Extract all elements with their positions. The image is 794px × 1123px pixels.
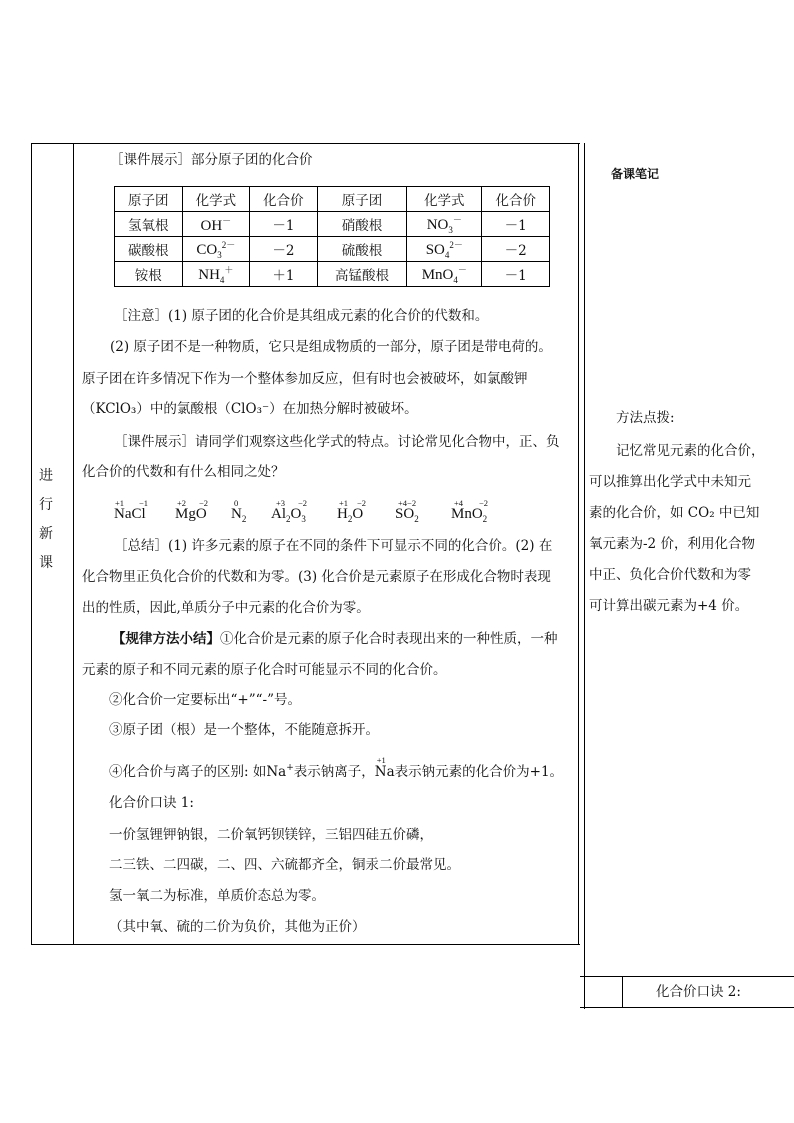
display-prompt: 化合价的代数和有什么相同之处？ (82, 464, 285, 480)
table-header-cell: 化合价 (482, 187, 550, 212)
formula-charge: 2－ (449, 240, 463, 250)
table-header-cell: 化学式 (407, 187, 482, 212)
formula-subscript: 2 (347, 514, 353, 524)
valence-symbol (374, 755, 395, 780)
formula-text: Al (271, 506, 286, 522)
formula-text: O (352, 506, 364, 522)
formula-subscript: 4 (219, 275, 225, 285)
valence-mark: +4 (454, 498, 464, 508)
mnemonic-line: 氢一氧二为标准，单质价态总为零。 (109, 888, 325, 904)
formula-charge: － (222, 215, 232, 226)
section-label-char: 行 (39, 497, 53, 513)
table-left-border (31, 143, 32, 945)
formula-subscript: 2 (241, 514, 247, 524)
section-label-char: 课 (39, 555, 53, 571)
group-valence: －1 (482, 212, 550, 237)
note-line: (2) 原子团不是一种物质，它只是组成物质的一部分，原子团是带电荷的。 (110, 339, 552, 355)
formula-base: SO (425, 242, 445, 258)
valence-mark: +1 (376, 755, 386, 765)
formula-charge: 2－ (221, 240, 236, 250)
group-name: 硫酸根 (317, 237, 407, 262)
section-label (39, 465, 53, 581)
rule-line: ②化合价一定要标出“+”“-”号。 (109, 692, 301, 708)
table-row (115, 262, 550, 287)
group-formula (407, 212, 482, 237)
formula-base: MnO (421, 267, 454, 283)
formula-mgo (175, 498, 209, 523)
rule-title: 【规律方法小结】 (112, 631, 220, 647)
group-valence: －2 (482, 237, 550, 262)
note-line: 原子团在许多情况下作为一个整体参加反应，但有时也会被破坏，如氯酸钾 (82, 371, 528, 387)
group-valence: －1 (250, 212, 318, 237)
side-heading: 备课笔记 (611, 167, 660, 181)
valence-mark: −2 (298, 498, 308, 508)
formula-base: NO (426, 217, 449, 233)
section-label-char: 新 (39, 526, 53, 542)
formula-subscript: 3 (217, 250, 222, 260)
group-formula (407, 237, 482, 262)
table-header-cell: 原子团 (317, 187, 407, 212)
mnemonic-line: 一价氢锂钾钠银，二价氧钙钡镁锌，三铝四硅五价磷， (109, 827, 433, 843)
formula-so2 (395, 498, 419, 524)
group-valence: －1 (482, 262, 550, 287)
mnemonic2-title: 化合价口诀 2: (656, 984, 741, 1000)
group-formula (182, 237, 250, 262)
valence-mark: −2 (479, 498, 489, 508)
rule-text: 表示钠元素的化合价为+1。 (394, 764, 564, 780)
formula-base: OH (200, 217, 223, 234)
formula-subscript: 4 (453, 275, 458, 285)
formula-text: SO (395, 506, 415, 522)
side-box-divider (622, 976, 623, 1008)
group-formula (182, 262, 250, 287)
formula-base: NH (198, 267, 220, 283)
formula-charge: － (452, 215, 462, 225)
group-valence: －2 (250, 237, 318, 262)
formula-subscript: 2 (414, 514, 419, 524)
note-line: （KClO₃）中的氯酸根（ClO₃⁻）在加热分解时被破坏。 (82, 401, 418, 417)
mnemonic-line: 二三铁、二四碳，二、四、六硫都齐全，铜汞二价最常见。 (109, 857, 460, 873)
method-line: 中正、负化合价代数和为零 (589, 567, 751, 583)
formula-subscript: 2 (286, 514, 291, 524)
formula-mno2 (451, 498, 489, 524)
method-title: 方法点拨: (616, 410, 675, 426)
formula-text: MgO (175, 506, 207, 522)
note-line: ［注意］(1) 原子团的化合价是其组成元素的化合价的代数和。 (114, 308, 489, 324)
summary-line: 出的性质，因此,单质分子中元素的化合价为零。 (82, 600, 370, 616)
formula-charge: － (457, 265, 467, 275)
valence-mark: +4−2 (398, 498, 417, 508)
group-name: 氢氧根 (115, 212, 183, 237)
ion-valence-table (114, 186, 550, 287)
formula-text: H (337, 506, 348, 522)
rule-text: ①化合价是元素的原子化合时表现出来的一种性质，一种 (220, 631, 558, 647)
label-column-divider (73, 143, 74, 945)
formula-subscript: 4 (444, 250, 450, 260)
display-prompt: ［课件展示］请同学们观察这些化学式的特点。讨论常见化合物中，正、负 (114, 434, 560, 450)
rule-line: 元素的原子和不同元素的原子化合时可能显示不同的化合价。 (82, 662, 447, 678)
table-header-cell: 化合价 (250, 187, 318, 212)
formula-charge: ＋ (224, 265, 234, 275)
mnemonic-line: （其中氧、硫的二价为负价，其他为正价） (109, 919, 366, 935)
group-formula (182, 212, 250, 237)
formula-base: CO (196, 242, 218, 258)
rule-text: ④化合价与离子的区别: 如 (109, 764, 267, 780)
formula-text: NaCl (114, 506, 146, 522)
valence-mark: +3 (276, 498, 286, 508)
table-row (115, 237, 550, 262)
table-bottom-border (31, 944, 580, 945)
display-heading: ［课件展示］部分原子团的化合价 (110, 152, 313, 168)
rule-line (112, 633, 558, 647)
formula-nacl (114, 498, 149, 523)
formula-n2 (231, 498, 247, 524)
ion-symbol: Na (266, 764, 287, 780)
valence-mark: +2 (177, 498, 187, 508)
section-label-char: 进 (39, 468, 53, 484)
formula-subscript: 3 (301, 514, 306, 524)
group-formula (407, 262, 482, 287)
valence-mark: 0 (234, 498, 239, 508)
rule-line: ③原子团（根）是一个整体，不能随意拆开。 (109, 722, 379, 738)
method-line: 素的化合价，如 CO₂ 中已知 (589, 505, 760, 521)
group-name: 高锰酸根 (317, 262, 407, 287)
valence-mark: +1 (115, 498, 125, 508)
group-name: 碳酸根 (115, 237, 183, 262)
summary-line: 化合物里正负化合价的代数和为零。(3) 化合价是元素原子在形成化合物时表现 (82, 569, 551, 585)
table-row (115, 212, 550, 237)
group-name: 硝酸根 (317, 212, 407, 237)
formula-text: MnO (451, 506, 483, 522)
formula-subscript: 3 (448, 225, 453, 235)
method-line: 可计算出碳元素为+4 价。 (589, 598, 749, 614)
valence-mark: +1 (339, 498, 349, 508)
side-box-bottom (580, 1007, 794, 1008)
method-line: 可以推算出化学式中未知元 (589, 474, 751, 490)
rule-line (109, 755, 564, 780)
formula-al2o3 (271, 498, 308, 524)
valence-mark: −1 (139, 498, 149, 508)
formula-text: N (231, 506, 242, 522)
method-line: 记忆常见元素的化合价， (616, 443, 765, 459)
valence-mark: −2 (199, 498, 209, 508)
side-column-left-border (584, 143, 585, 1009)
method-line: 氧元素为-2 价，利用化合物 (589, 536, 755, 552)
group-valence: ＋1 (250, 262, 318, 287)
ion-charge: + (286, 763, 294, 773)
table-header-cell: 化学式 (182, 187, 250, 212)
element-symbol: Na (374, 764, 395, 780)
table-header-row (115, 187, 550, 212)
side-box-top (580, 976, 794, 977)
mnemonic-title: 化合价口诀 1: (109, 795, 194, 811)
table-top-border (31, 143, 580, 144)
table-header-cell: 原子团 (115, 187, 183, 212)
valence-mark: −2 (357, 498, 367, 508)
formula-subscript: 2 (482, 514, 488, 524)
table-right-border (578, 143, 579, 945)
group-name: 铵根 (115, 262, 183, 287)
rule-text: 表示钠离子， (293, 764, 375, 780)
formula-h2o (337, 498, 367, 524)
summary-line: ［总结］(1) 许多元素的原子在不同的条件下可显示不同的化合价。(2) 在 (114, 538, 553, 554)
formula-text: O (290, 506, 302, 522)
